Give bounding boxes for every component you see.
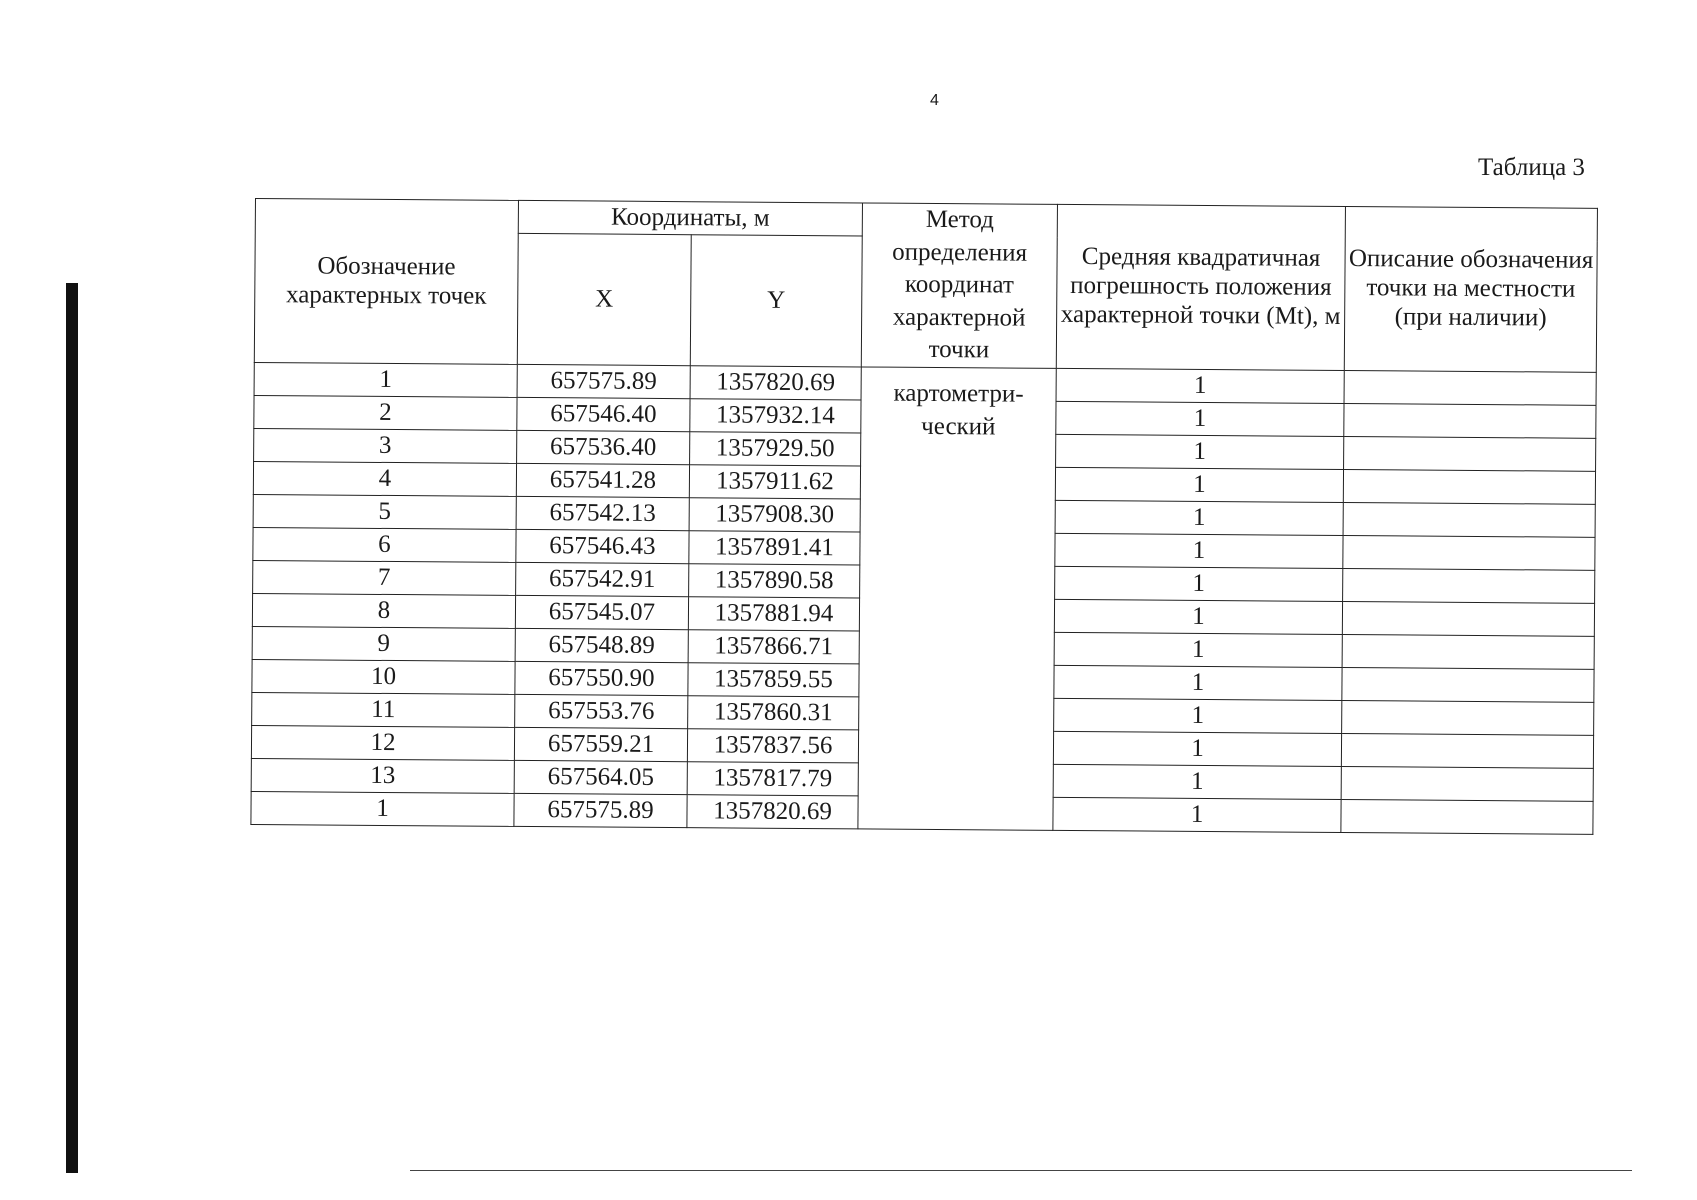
mt-cell: 1 xyxy=(1053,731,1341,766)
description-cell xyxy=(1342,700,1594,735)
header-description: Описание обозначения точки на местности (при наличии) xyxy=(1344,206,1597,372)
point-cell: 6 xyxy=(253,527,516,562)
y-cell: 1357911.62 xyxy=(689,465,860,499)
x-cell: 657575.89 xyxy=(517,364,690,398)
description-cell xyxy=(1344,436,1596,471)
mt-cell: 1 xyxy=(1053,764,1341,799)
header-method: Метод определения координат характерной точки xyxy=(861,203,1057,368)
y-cell: 1357866.71 xyxy=(688,630,859,664)
point-cell: 9 xyxy=(252,626,515,661)
x-cell: 657542.13 xyxy=(516,496,689,530)
x-cell: 657550.90 xyxy=(515,661,688,695)
y-cell: 1357881.94 xyxy=(688,597,859,631)
mt-cell: 1 xyxy=(1056,434,1344,469)
mt-cell: 1 xyxy=(1054,632,1342,667)
scan-edge-shadow xyxy=(66,283,78,1173)
y-cell: 1357932.14 xyxy=(690,399,861,433)
mt-cell: 1 xyxy=(1055,467,1343,502)
y-cell: 1357929.50 xyxy=(690,432,861,466)
description-cell xyxy=(1344,370,1596,405)
x-cell: 657564.05 xyxy=(514,760,687,794)
description-cell xyxy=(1344,403,1596,438)
header-coordinates-group: Координаты, м xyxy=(518,200,862,236)
y-cell: 1357837.56 xyxy=(687,729,858,763)
y-cell: 1357891.41 xyxy=(689,531,860,565)
y-cell: 1357890.58 xyxy=(689,564,860,598)
y-cell: 1357820.69 xyxy=(690,366,861,400)
header-x: X xyxy=(517,233,691,365)
description-cell xyxy=(1343,502,1595,537)
header-point-designation: Обозначение характерных точек xyxy=(254,199,518,365)
point-cell: 1 xyxy=(254,362,517,397)
description-cell xyxy=(1343,568,1595,603)
point-cell: 1 xyxy=(251,791,514,826)
mt-cell: 1 xyxy=(1053,797,1341,832)
y-cell: 1357908.30 xyxy=(689,498,860,532)
page-number: 4 xyxy=(930,92,939,109)
description-cell xyxy=(1343,469,1595,504)
description-cell xyxy=(1341,799,1593,834)
header-y: Y xyxy=(690,235,862,367)
coordinates-table-wrapper xyxy=(250,198,1597,835)
x-cell: 657546.43 xyxy=(516,529,689,563)
mt-cell: 1 xyxy=(1055,500,1343,535)
mt-cell: 1 xyxy=(1055,533,1343,568)
y-cell: 1357860.31 xyxy=(688,696,859,730)
x-cell: 657575.89 xyxy=(514,793,687,827)
point-cell: 2 xyxy=(254,395,517,430)
mt-cell: 1 xyxy=(1054,665,1342,700)
description-cell xyxy=(1342,634,1594,669)
x-cell: 657546.40 xyxy=(517,397,690,431)
description-cell xyxy=(1341,733,1593,768)
point-cell: 8 xyxy=(252,593,515,628)
y-cell: 1357820.69 xyxy=(687,795,858,829)
x-cell: 657545.07 xyxy=(515,595,688,629)
mt-cell: 1 xyxy=(1056,368,1344,403)
description-cell xyxy=(1343,535,1595,570)
table-body xyxy=(251,362,1596,834)
description-cell xyxy=(1341,766,1593,801)
point-cell: 4 xyxy=(253,461,516,496)
x-cell: 657541.28 xyxy=(516,463,689,497)
mt-cell: 1 xyxy=(1054,698,1342,733)
mt-cell: 1 xyxy=(1055,566,1343,601)
table-caption: Таблица 3 xyxy=(1478,154,1585,181)
point-cell: 5 xyxy=(253,494,516,529)
x-cell: 657542.91 xyxy=(516,562,689,596)
x-cell: 657548.89 xyxy=(515,628,688,662)
point-cell: 10 xyxy=(252,659,515,694)
description-cell xyxy=(1342,601,1594,636)
point-cell: 12 xyxy=(251,725,514,760)
point-cell: 13 xyxy=(251,758,514,793)
coordinates-table xyxy=(250,198,1598,835)
mt-cell: 1 xyxy=(1054,599,1342,634)
x-cell: 657536.40 xyxy=(517,430,690,464)
point-cell: 11 xyxy=(252,692,515,727)
x-cell: 657559.21 xyxy=(514,727,687,761)
method-cell: картометри-ческий xyxy=(858,367,1056,830)
point-cell: 7 xyxy=(253,560,516,595)
y-cell: 1357859.55 xyxy=(688,663,859,697)
x-cell: 657553.76 xyxy=(515,694,688,728)
point-cell: 3 xyxy=(254,428,517,463)
scan-bottom-line xyxy=(410,1170,1632,1171)
description-cell xyxy=(1342,667,1594,702)
y-cell: 1357817.79 xyxy=(687,762,858,796)
header-mean-square-error: Средняя квадратичная погрешность положения характерной точки (Mt), м xyxy=(1056,204,1345,370)
mt-cell: 1 xyxy=(1056,401,1344,436)
